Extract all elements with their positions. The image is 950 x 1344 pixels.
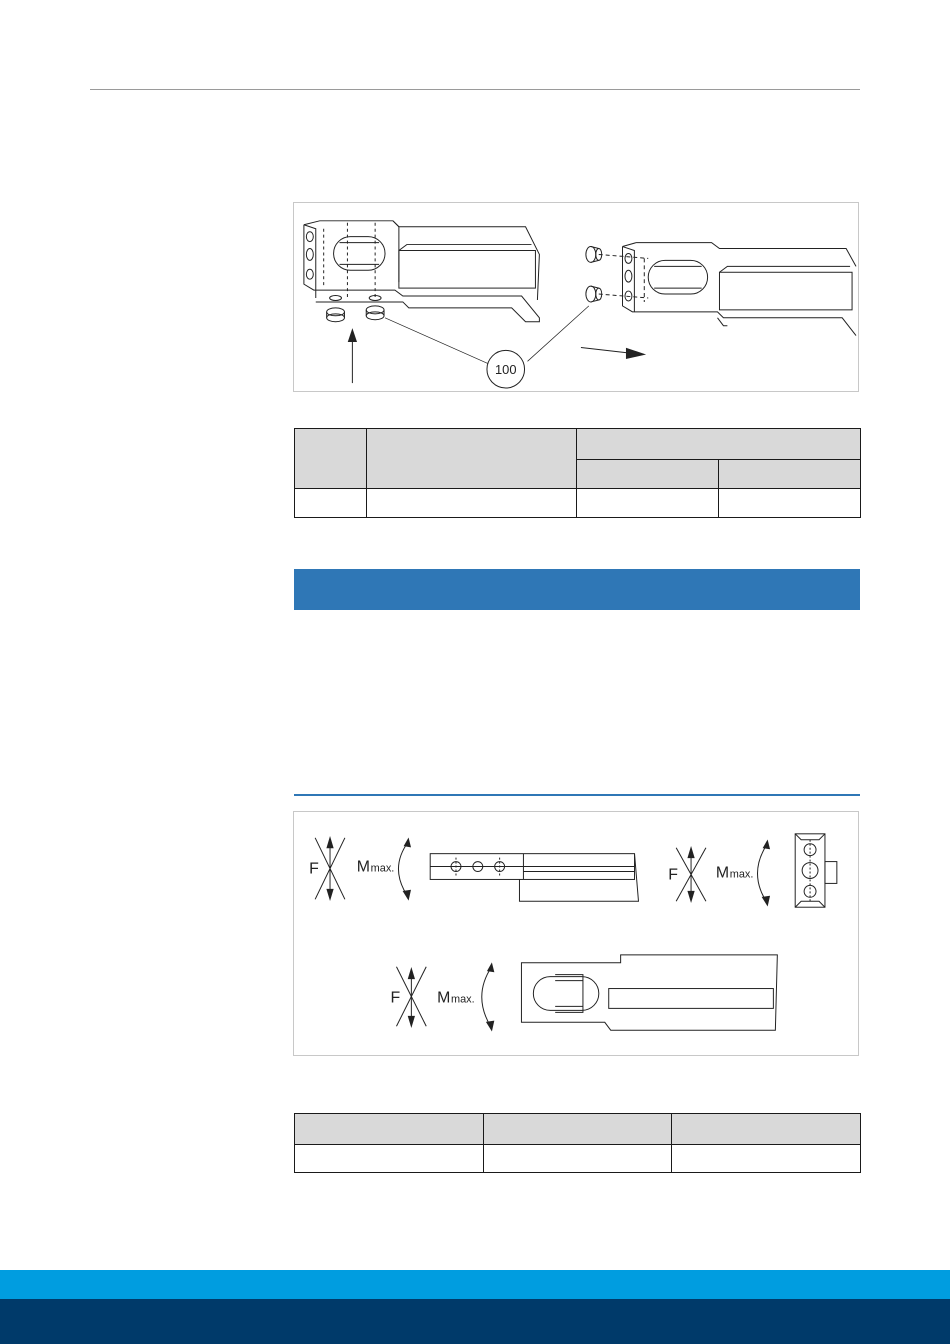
moment-subscript: max. [729,868,754,881]
force-label: F [309,860,319,878]
load-figure [293,811,859,1056]
section-banner [294,569,860,610]
force-label: F [390,989,401,1007]
parts-table [294,428,861,518]
moment-label: M [437,989,451,1007]
table-cell [295,489,367,518]
section-rule [294,794,860,796]
header-cell [672,1114,861,1145]
footer-band-dark [0,1299,950,1344]
table-cell [367,489,577,518]
header-cell [719,460,861,489]
header-cell [484,1114,672,1145]
header-rule [90,89,860,90]
moment-subscript: max. [370,862,395,875]
moment-label: M [356,858,371,876]
header-cell [295,429,367,489]
moment-subscript: max. [451,993,475,1006]
force-label: F [668,866,678,884]
load-table [294,1113,861,1173]
table-cell [577,489,719,518]
footer-band-light [0,1270,950,1299]
table-cell [484,1145,672,1173]
moment-label: M [715,864,730,882]
load-drawing [294,812,858,1055]
assembly-figure [293,202,859,392]
assembly-drawing [294,203,858,391]
header-cell [367,429,577,489]
table-cell [672,1145,861,1173]
callout-number: 100 [495,362,517,378]
header-cell [295,1114,484,1145]
table-cell [719,489,861,518]
header-cell [577,429,861,460]
header-cell [577,460,719,489]
table-cell [295,1145,484,1173]
